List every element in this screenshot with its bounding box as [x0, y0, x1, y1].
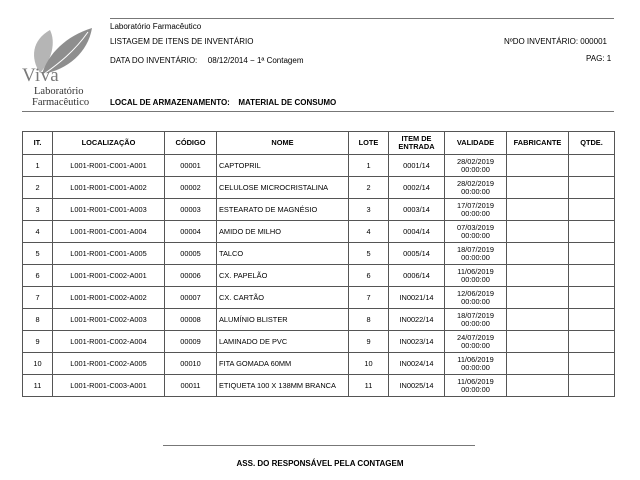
cell-entry: 0004/14: [389, 221, 445, 243]
cell-it: 1: [23, 155, 53, 177]
cell-qty: [569, 265, 615, 287]
logo-line2: Farmacêutico: [32, 97, 90, 108]
cell-it: 2: [23, 177, 53, 199]
cell-name: AMIDO DE MILHO: [217, 221, 349, 243]
validade-date: 11/06/2019: [457, 376, 494, 386]
cell-loc: L001-R001-C001-A005: [53, 243, 165, 265]
cell-entry: 0002/14: [389, 177, 445, 199]
column-header: VALIDADE: [445, 132, 507, 155]
cell-entry: 0006/14: [389, 265, 445, 287]
cell-code: 00010: [165, 353, 217, 375]
cell-maker: [507, 287, 569, 309]
cell-name: CELULOSE MICROCRISTALINA: [217, 177, 349, 199]
inventory-number-value: 000001: [580, 37, 607, 46]
cell-code: 00001: [165, 155, 217, 177]
validade-time: 00:00:00: [461, 208, 490, 218]
cell-validade: [445, 177, 507, 199]
cell-loc: L001-R001-C002-A002: [53, 287, 165, 309]
company-name: Laboratório Farmacêutico: [110, 22, 202, 31]
validade-time: 00:00:00: [461, 362, 490, 372]
table-row: [23, 199, 615, 221]
validade-time: 00:00:00: [461, 384, 490, 394]
cell-name: CAPTOPRIL: [217, 155, 349, 177]
cell-lot: 4: [349, 221, 389, 243]
cell-validade: [445, 353, 507, 375]
inventory-number-label: NºDO INVENTÁRIO:: [504, 37, 579, 46]
table-row: [23, 353, 615, 375]
table-row: [23, 177, 615, 199]
storage-value: MATERIAL DE CONSUMO: [238, 98, 337, 107]
cell-validade: [445, 243, 507, 265]
table-row: [23, 243, 615, 265]
table-row: [23, 375, 615, 397]
cell-name: ESTEARATO DE MAGNÉSIO: [217, 199, 349, 221]
cell-name: CX. CARTÃO: [217, 287, 349, 309]
cell-loc: L001-R001-C002-A005: [53, 353, 165, 375]
signature-label: ASS. DO RESPONSÁVEL PELA CONTAGEM: [236, 459, 404, 468]
cell-maker: [507, 331, 569, 353]
validade-time: 00:00:00: [461, 230, 490, 240]
cell-lot: 9: [349, 331, 389, 353]
column-header: NOME: [217, 132, 349, 155]
cell-entry: IN0021/14: [389, 287, 445, 309]
cell-code: 00002: [165, 177, 217, 199]
cell-maker: [507, 221, 569, 243]
table-row: [23, 331, 615, 353]
cell-qty: [569, 177, 615, 199]
cell-entry: IN0024/14: [389, 353, 445, 375]
page-number: 1: [606, 54, 612, 63]
validade-date: 18/07/2019: [457, 310, 494, 320]
cell-name: TALCO: [217, 243, 349, 265]
cell-it: 4: [23, 221, 53, 243]
date-value: 08/12/2014: [207, 56, 248, 65]
logo-line1: Laboratório: [34, 86, 84, 97]
cell-it: 6: [23, 265, 53, 287]
column-header: ITEM DE ENTRADA: [389, 132, 445, 155]
validade-date: 07/03/2019: [457, 222, 494, 232]
validade-time: 00:00:00: [461, 296, 490, 306]
cell-lot: 11: [349, 375, 389, 397]
storage-label: LOCAL DE ARMAZENAMENTO:: [110, 98, 230, 107]
cell-maker: [507, 155, 569, 177]
table-row: [23, 265, 615, 287]
company-logo: [18, 18, 110, 110]
cell-it: 3: [23, 199, 53, 221]
cell-qty: [569, 199, 615, 221]
header-top-rule: [110, 18, 614, 19]
table-row: [23, 309, 615, 331]
table-body: [23, 155, 615, 397]
validade-time: 00:00:00: [461, 186, 490, 196]
cell-validade: [445, 199, 507, 221]
cell-qty: [569, 243, 615, 265]
cell-maker: [507, 177, 569, 199]
cell-loc: L001-R001-C001-A004: [53, 221, 165, 243]
column-header: CÓDIGO: [165, 132, 217, 155]
cell-validade: [445, 265, 507, 287]
validade-date: 28/02/2019: [457, 178, 494, 188]
cell-it: 10: [23, 353, 53, 375]
cell-entry: 0001/14: [389, 155, 445, 177]
report-title: LISTAGEM DE ITENS DE INVENTÁRIO: [110, 37, 254, 46]
cell-lot: 1: [349, 155, 389, 177]
cell-qty: [569, 375, 615, 397]
cell-loc: L001-R001-C001-A001: [53, 155, 165, 177]
cell-lot: 2: [349, 177, 389, 199]
cell-entry: 0005/14: [389, 243, 445, 265]
cell-name: LAMINADO DE PVC: [217, 331, 349, 353]
cell-entry: IN0023/14: [389, 331, 445, 353]
cell-entry: IN0025/14: [389, 375, 445, 397]
cell-lot: 3: [349, 199, 389, 221]
cell-maker: [507, 375, 569, 397]
cell-maker: [507, 353, 569, 375]
validade-date: 12/06/2019: [457, 288, 494, 298]
header-bottom-rule: [22, 111, 614, 112]
cell-lot: 10: [349, 353, 389, 375]
cell-qty: [569, 353, 615, 375]
validade-date: 17/07/2019: [457, 200, 494, 210]
cell-validade: [445, 309, 507, 331]
cell-maker: [507, 265, 569, 287]
cell-validade: [445, 155, 507, 177]
validade-time: 00:00:00: [461, 318, 490, 328]
cell-loc: L001-R001-C003-A001: [53, 375, 165, 397]
validade-time: 00:00:00: [461, 164, 490, 174]
validade-time: 00:00:00: [461, 340, 490, 350]
cell-code: 00006: [165, 265, 217, 287]
page-indicator: [586, 54, 611, 63]
cell-validade: [445, 287, 507, 309]
cell-loc: L001-R001-C001-A002: [53, 177, 165, 199]
cell-qty: [569, 221, 615, 243]
count-label: 1ª Contagem: [256, 56, 304, 65]
cell-validade: [445, 221, 507, 243]
cell-name: ETIQUETA 100 X 138MM BRANCA: [217, 375, 349, 397]
cell-it: 8: [23, 309, 53, 331]
cell-loc: L001-R001-C002-A001: [53, 265, 165, 287]
page-label: PAG:: [586, 54, 605, 63]
cell-qty: [569, 287, 615, 309]
cell-it: 11: [23, 375, 53, 397]
cell-validade: [445, 331, 507, 353]
cell-code: 00004: [165, 221, 217, 243]
validade-date: 11/06/2019: [457, 266, 494, 276]
table-row: [23, 287, 615, 309]
inventory-date-row: DATA DO INVENTÁRIO: 08/12/2014 − 1ª Contagem: [110, 56, 304, 65]
table-header-row: [23, 132, 615, 155]
cell-qty: [569, 331, 615, 353]
cell-it: 7: [23, 287, 53, 309]
cell-code: 00005: [165, 243, 217, 265]
validade-date: 24/07/2019: [457, 332, 494, 342]
cell-qty: [569, 155, 615, 177]
cell-loc: L001-R001-C001-A003: [53, 199, 165, 221]
cell-code: 00007: [165, 287, 217, 309]
cell-lot: 8: [349, 309, 389, 331]
cell-name: ALUMÍNIO BLISTER: [217, 309, 349, 331]
validade-date: 28/02/2019: [457, 156, 494, 166]
cell-maker: [507, 199, 569, 221]
cell-code: 00003: [165, 199, 217, 221]
cell-lot: 5: [349, 243, 389, 265]
cell-maker: [507, 309, 569, 331]
inventory-number: [504, 37, 607, 46]
column-header: FABRICANTE: [507, 132, 569, 155]
column-header: IT.: [23, 132, 53, 155]
inventory-table: [22, 131, 615, 397]
cell-qty: [569, 309, 615, 331]
cell-maker: [507, 243, 569, 265]
table-row: [23, 221, 615, 243]
validade-time: 00:00:00: [461, 252, 490, 262]
cell-name: FITA GOMADA 60MM: [217, 353, 349, 375]
logo-brand: Viva: [22, 65, 59, 86]
cell-loc: L001-R001-C002-A004: [53, 331, 165, 353]
signature-line: [163, 445, 475, 446]
validade-time: 00:00:00: [461, 274, 490, 284]
cell-code: 00008: [165, 309, 217, 331]
cell-it: 9: [23, 331, 53, 353]
cell-name: CX. PAPELÃO: [217, 265, 349, 287]
column-header: LOCALIZAÇÃO: [53, 132, 165, 155]
cell-code: 00009: [165, 331, 217, 353]
table-row: [23, 155, 615, 177]
cell-entry: 0003/14: [389, 199, 445, 221]
validade-date: 18/07/2019: [457, 244, 494, 254]
cell-entry: IN0022/14: [389, 309, 445, 331]
storage-location: [110, 98, 336, 107]
column-header: QTDE.: [569, 132, 615, 155]
cell-it: 5: [23, 243, 53, 265]
cell-validade: [445, 375, 507, 397]
cell-lot: 6: [349, 265, 389, 287]
date-label: DATA DO INVENTÁRIO:: [110, 56, 198, 65]
cell-code: 00011: [165, 375, 217, 397]
cell-loc: L001-R001-C002-A003: [53, 309, 165, 331]
cell-lot: 7: [349, 287, 389, 309]
validade-date: 11/06/2019: [457, 354, 494, 364]
column-header: LOTE: [349, 132, 389, 155]
